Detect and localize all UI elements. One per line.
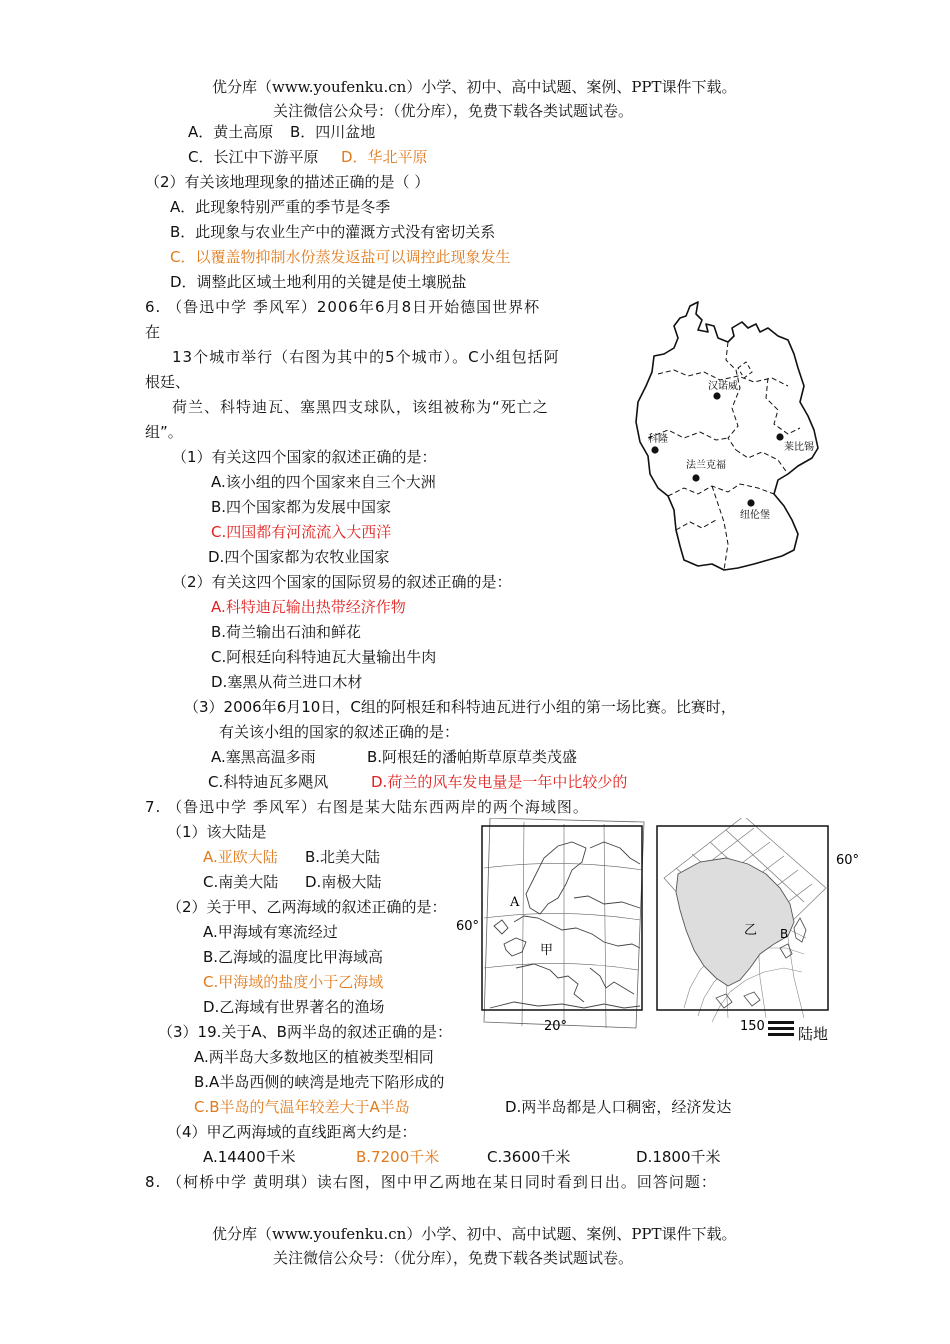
q6-sub2: （2）有关这四个国家的国际贸易的叙述正确的是： bbox=[172, 573, 512, 591]
header-line-1: 优分库（www.youfenku.cn）小学、初中、高中试题、案例、PPT课件下载。 bbox=[212, 78, 737, 96]
label-b: B bbox=[780, 927, 789, 941]
europe-map bbox=[456, 818, 644, 1034]
lon-20: 20° bbox=[544, 1019, 568, 1034]
q5-sub2: （2）有关该地理现象的描述正确的是（ ） bbox=[145, 173, 430, 191]
q7-sub2-a: A.甲海域有寒流经过 bbox=[203, 923, 338, 941]
q7-sub2-b: B.乙海域的温度比甲海域高 bbox=[203, 948, 384, 966]
city-leipzig: 莱比锡 bbox=[784, 442, 814, 453]
q6-sub3b: 有关该小组的国家的叙述正确的是： bbox=[219, 723, 460, 741]
q7-sub1-d: D.南极大陆 bbox=[305, 873, 382, 891]
q6-sub3-c: C.科特迪瓦多飓风 bbox=[208, 773, 329, 791]
legend-land-swatch bbox=[768, 1021, 794, 1036]
header-line-2: 关注微信公众号：（优分库），免费下载各类试题试卷。 bbox=[273, 102, 634, 120]
q7-sub3-a: A.两半岛大多数地区的植被类型相同 bbox=[194, 1048, 434, 1066]
q6-stem-2: 13个城市举行（右图为其中的5个城市）。C小组包括阿 bbox=[172, 348, 560, 366]
q7-sub4-b: B.7200千米 bbox=[356, 1148, 440, 1166]
q7-sub3-c: C.B半岛的气温年较差大于A半岛 bbox=[194, 1098, 410, 1116]
city-dot-hannover bbox=[713, 392, 720, 399]
q7-sub3-d: D.两半岛都是人口稠密，经济发达 bbox=[505, 1098, 732, 1116]
city-koeln: 科隆 bbox=[648, 434, 668, 445]
q6-sub1-a: A.该小组的四个国家来自三个大洲 bbox=[211, 473, 436, 491]
europe-map-frame bbox=[482, 826, 642, 1010]
q6-stem-1b: 在 bbox=[145, 323, 161, 341]
q6-sub2-c: C.阿根廷向科特迪瓦大量输出牛肉 bbox=[211, 648, 437, 666]
q7-sub4: （4）甲乙两海域的直线距离大约是： bbox=[167, 1123, 417, 1141]
q5-option-c: C．长江中下游平原 bbox=[188, 148, 319, 166]
city-nuernberg: 纽伦堡 bbox=[740, 510, 770, 521]
q6-sub1-d: D.四个国家都为农牧业国家 bbox=[208, 548, 390, 566]
city-hannover: 汉诺威 bbox=[708, 381, 738, 392]
q6-sub2-a: A.科特迪瓦输出热带经济作物 bbox=[211, 598, 406, 616]
q6-stem-3b: 组”。 bbox=[145, 423, 183, 441]
q6-sub2-d: D.塞黑从荷兰进口木材 bbox=[211, 673, 363, 691]
q7-sub4-d: D.1800千米 bbox=[636, 1148, 721, 1166]
q5-option-d: D．华北平原 bbox=[341, 148, 428, 166]
q7-sub1: （1）该大陆是 bbox=[167, 823, 267, 841]
city-dot-koeln bbox=[651, 446, 658, 453]
q6-sub3-a: A.塞黑高温多雨 bbox=[211, 748, 316, 766]
q6-sub2-b: B.荷兰输出石油和鲜花 bbox=[211, 623, 362, 641]
germany-map bbox=[628, 298, 833, 576]
q5-option-a: A．黄土高原 bbox=[188, 123, 274, 141]
q6-sub3: （3）2006年6月10日，C组的阿根廷和科特迪瓦进行小组的第一场比赛。比赛时， bbox=[184, 698, 736, 716]
q6-sub1: （1）有关这四个国家的叙述正确的是： bbox=[172, 448, 437, 466]
q7-sub3: （3）19.关于A、B两半岛的叙述正确的是： bbox=[158, 1023, 452, 1041]
footer-line-1: 优分库（www.youfenku.cn）小学、初中、高中试题、案例、PPT课件下载。 bbox=[212, 1225, 737, 1243]
q6-stem-1: 6. （鲁迅中学 季风军）2006年6月8日开始德国世界杯 bbox=[145, 298, 541, 316]
q7-sub2-c: C.甲海域的盐度小于乙海域 bbox=[203, 973, 384, 991]
label-jia: 甲 bbox=[540, 943, 554, 958]
q7-sub1-b: B.北美大陆 bbox=[305, 848, 381, 866]
lat-60-right: 60° bbox=[836, 853, 860, 868]
q5-option-b: B．四川盆地 bbox=[290, 123, 376, 141]
footer-line-2: 关注微信公众号：（优分库），免费下载各类试题试卷。 bbox=[273, 1249, 634, 1267]
q6-sub1-c: C.四国都有河流流入大西洋 bbox=[211, 523, 392, 541]
q6-sub3-b: B.阿根廷的潘帕斯草原草类茂盛 bbox=[367, 748, 578, 766]
q5-sub2-c: C．以覆盖物抑制水份蒸发返盐可以调控此现象发生 bbox=[170, 248, 511, 266]
q6-sub3-d: D.荷兰的风车发电量是一年中比较少的 bbox=[371, 773, 628, 791]
q7-sub1-c: C.南美大陆 bbox=[203, 873, 279, 891]
sea-maps bbox=[454, 818, 864, 1050]
q7-stem: 7. （鲁迅中学 季风军）右图是某大陆东西两岸的两个海域图。 bbox=[145, 798, 589, 816]
lon-150: 150 bbox=[740, 1019, 765, 1034]
east-asia-map bbox=[657, 818, 859, 1043]
q5-sub2-a: A．此现象特别严重的季节是冬季 bbox=[170, 198, 391, 216]
city-dot-frankfurt bbox=[692, 474, 699, 481]
city-dot-nuernberg bbox=[747, 499, 754, 506]
label-yi: 乙 bbox=[744, 923, 758, 938]
city-dot-leipzig bbox=[776, 433, 783, 440]
legend-land-label: 陆地 bbox=[798, 1025, 829, 1043]
q7-sub4-c: C.3600千米 bbox=[487, 1148, 571, 1166]
q6-sub1-b: B.四个国家都为发展中国家 bbox=[211, 498, 392, 516]
q7-sub4-a: A.14400千米 bbox=[203, 1148, 296, 1166]
q6-stem-3: 荷兰、科特迪瓦、塞黑四支球队，该组被称为“死亡之 bbox=[172, 398, 549, 416]
q7-sub2: （2）关于甲、乙两海域的叙述正确的是： bbox=[167, 898, 447, 916]
q5-sub2-b: B．此现象与农业生产中的灌溉方式没有密切关系 bbox=[170, 223, 496, 241]
q7-sub1-a: A.亚欧大陆 bbox=[203, 848, 278, 866]
q7-sub3-b: B.A半岛西侧的峡湾是地壳下陷形成的 bbox=[194, 1073, 445, 1091]
label-a: A bbox=[510, 895, 520, 910]
city-frankfurt: 法兰克福 bbox=[686, 460, 726, 471]
q7-sub2-d: D.乙海域有世界著名的渔场 bbox=[203, 998, 385, 1016]
q5-sub2-d: D．调整此区域土地利用的关键是使土壤脱盐 bbox=[170, 273, 467, 291]
q6-stem-2b: 根廷、 bbox=[145, 373, 191, 391]
lat-60-left: 60° bbox=[456, 919, 480, 934]
q8-stem: 8. （柯桥中学 黄明琪）读右图，图中甲乙两地在某日同时看到日出。回答问题： bbox=[145, 1173, 717, 1191]
